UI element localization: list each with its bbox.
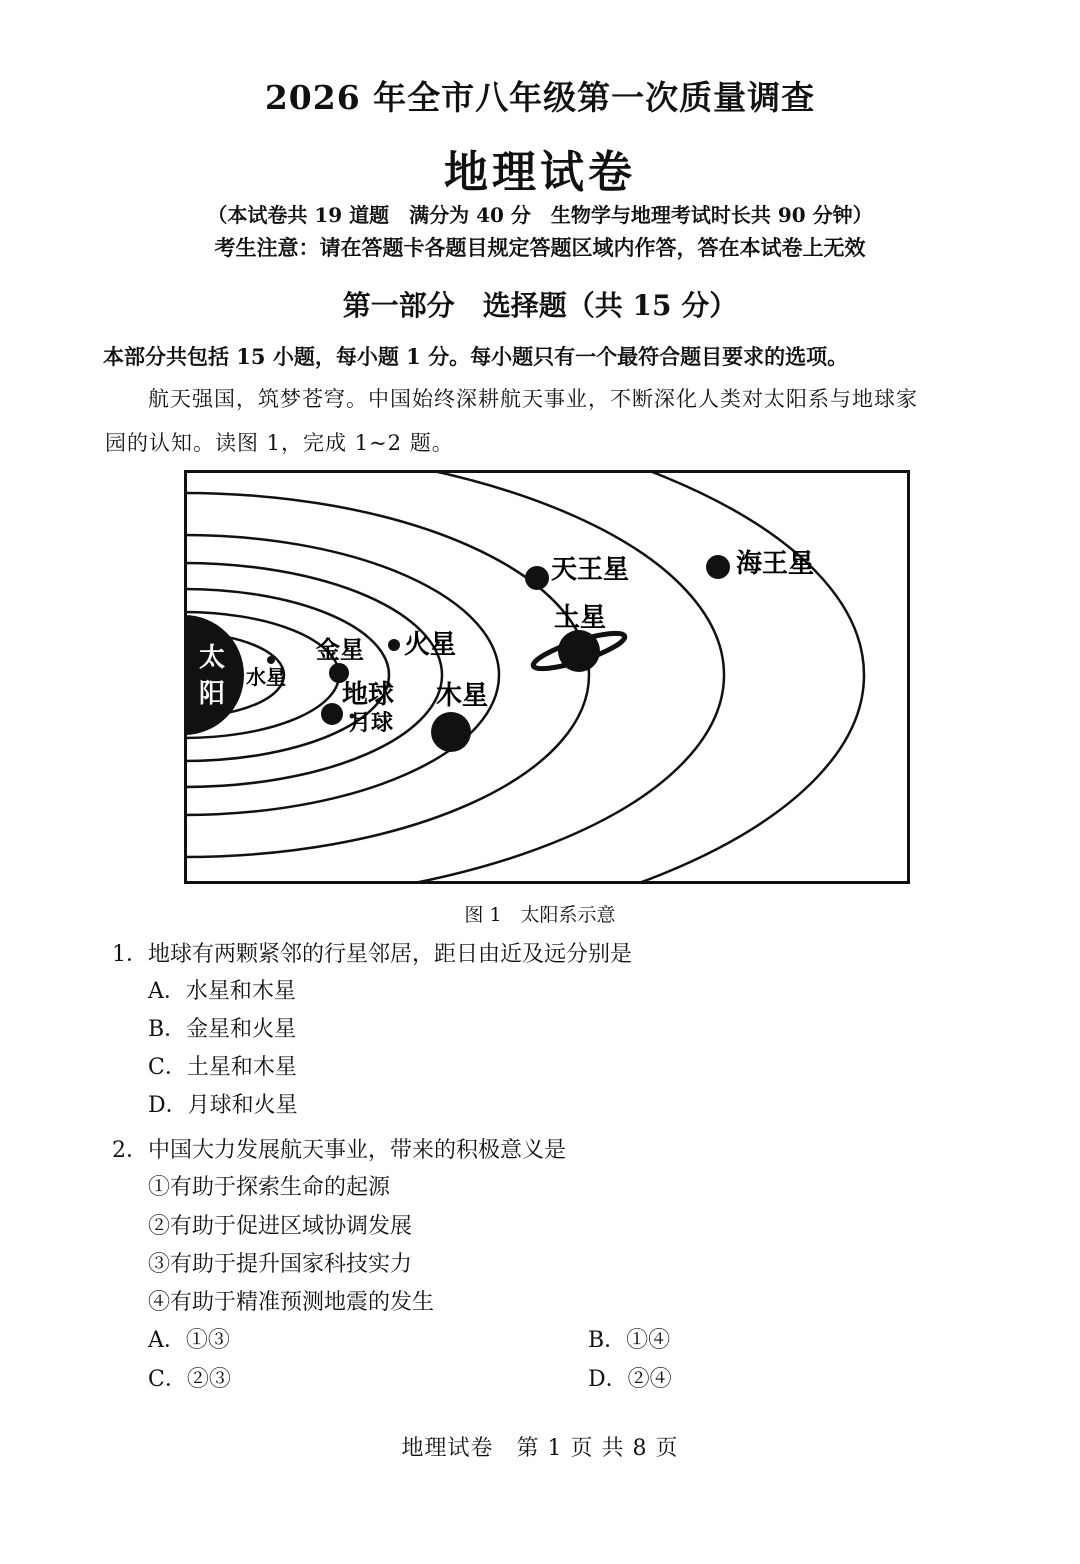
question-1-option-c: C．土星和木星 <box>148 1055 297 1080</box>
uranus-label: 天王星 <box>551 555 630 585</box>
venus-label: 金星 <box>316 636 364 664</box>
neptune-label: 海王星 <box>736 549 815 579</box>
sun-label-1: 太 <box>198 643 226 673</box>
mars-label: 火星 <box>404 630 457 660</box>
question-1-option-b: B．金星和火星 <box>148 1017 297 1042</box>
question-2-stem: 2．中国大力发展航天事业，带来的积极意义是 <box>112 1138 566 1163</box>
exam-notice: 考生注意：请在答题卡各题目规定答题区域内作答，答在本试卷上无效 <box>214 235 866 260</box>
mars-planet <box>388 639 400 651</box>
orbit-saturn <box>184 493 589 857</box>
sun <box>184 615 244 735</box>
earth-planet <box>321 703 343 725</box>
question-1-option-a: A．水星和木星 <box>148 979 296 1004</box>
question-2-option-c: C．②③ <box>148 1367 231 1392</box>
figure-caption: 图 1 太阳系示意 <box>464 904 616 926</box>
neptune-planet <box>706 555 730 579</box>
jupiter-planet <box>431 712 471 752</box>
earth-label: 地球 <box>342 680 395 710</box>
section-title: 第一部分 选择题（共 15 分） <box>342 289 738 322</box>
mercury-label: 水星 <box>246 665 286 689</box>
intro-line-2: 园的认知。读图 1，完成 1~2 题。 <box>105 431 454 455</box>
page-footer: 地理试卷 第 1 页 共 8 页 <box>401 1436 679 1461</box>
question-1-option-d: D．月球和火星 <box>148 1093 298 1118</box>
exam-info: （本试卷共 19 道题 满分为 40 分 生物学与地理考试时长共 90 分钟） <box>207 203 873 227</box>
subject-title: 地理试卷 <box>444 147 636 198</box>
sun-label-2: 阳 <box>198 679 226 709</box>
question-2-statement-3: ③有助于提升国家科技实力 <box>148 1252 413 1277</box>
question-2-option-b: B．①④ <box>588 1328 671 1353</box>
mercury-planet <box>267 656 275 664</box>
question-2-option-d: D．②④ <box>588 1367 672 1392</box>
saturn-planet <box>530 627 627 676</box>
section-description: 本部分共包括 15 小题，每小题 1 分。每小题只有一个最符合题目要求的选项。 <box>103 344 849 369</box>
saturn-label: 土星 <box>554 603 607 633</box>
uranus-planet <box>525 566 549 590</box>
question-2-statement-4: ④有助于精准预测地震的发生 <box>148 1290 435 1315</box>
solar-system-figure <box>184 470 910 884</box>
exam-title: 2026 年全市八年级第一次质量调查 <box>264 78 816 117</box>
jupiter-label: 木星 <box>436 681 489 711</box>
orbit-neptune <box>184 470 864 884</box>
question-1-stem: 1．地球有两颗紧邻的行星邻居，距日由近及远分别是 <box>112 942 632 967</box>
question-2-statement-1: ①有助于探索生命的起源 <box>148 1175 391 1200</box>
question-2-option-a: A．①③ <box>148 1328 230 1353</box>
moon-label: 月球 <box>349 711 394 736</box>
intro-line-1: 航天强国，筑梦苍穹。中国始终深耕航天事业，不断深化人类对太阳系与地球家 <box>148 387 918 411</box>
question-2-statement-2: ②有助于促进区域协调发展 <box>148 1214 413 1239</box>
